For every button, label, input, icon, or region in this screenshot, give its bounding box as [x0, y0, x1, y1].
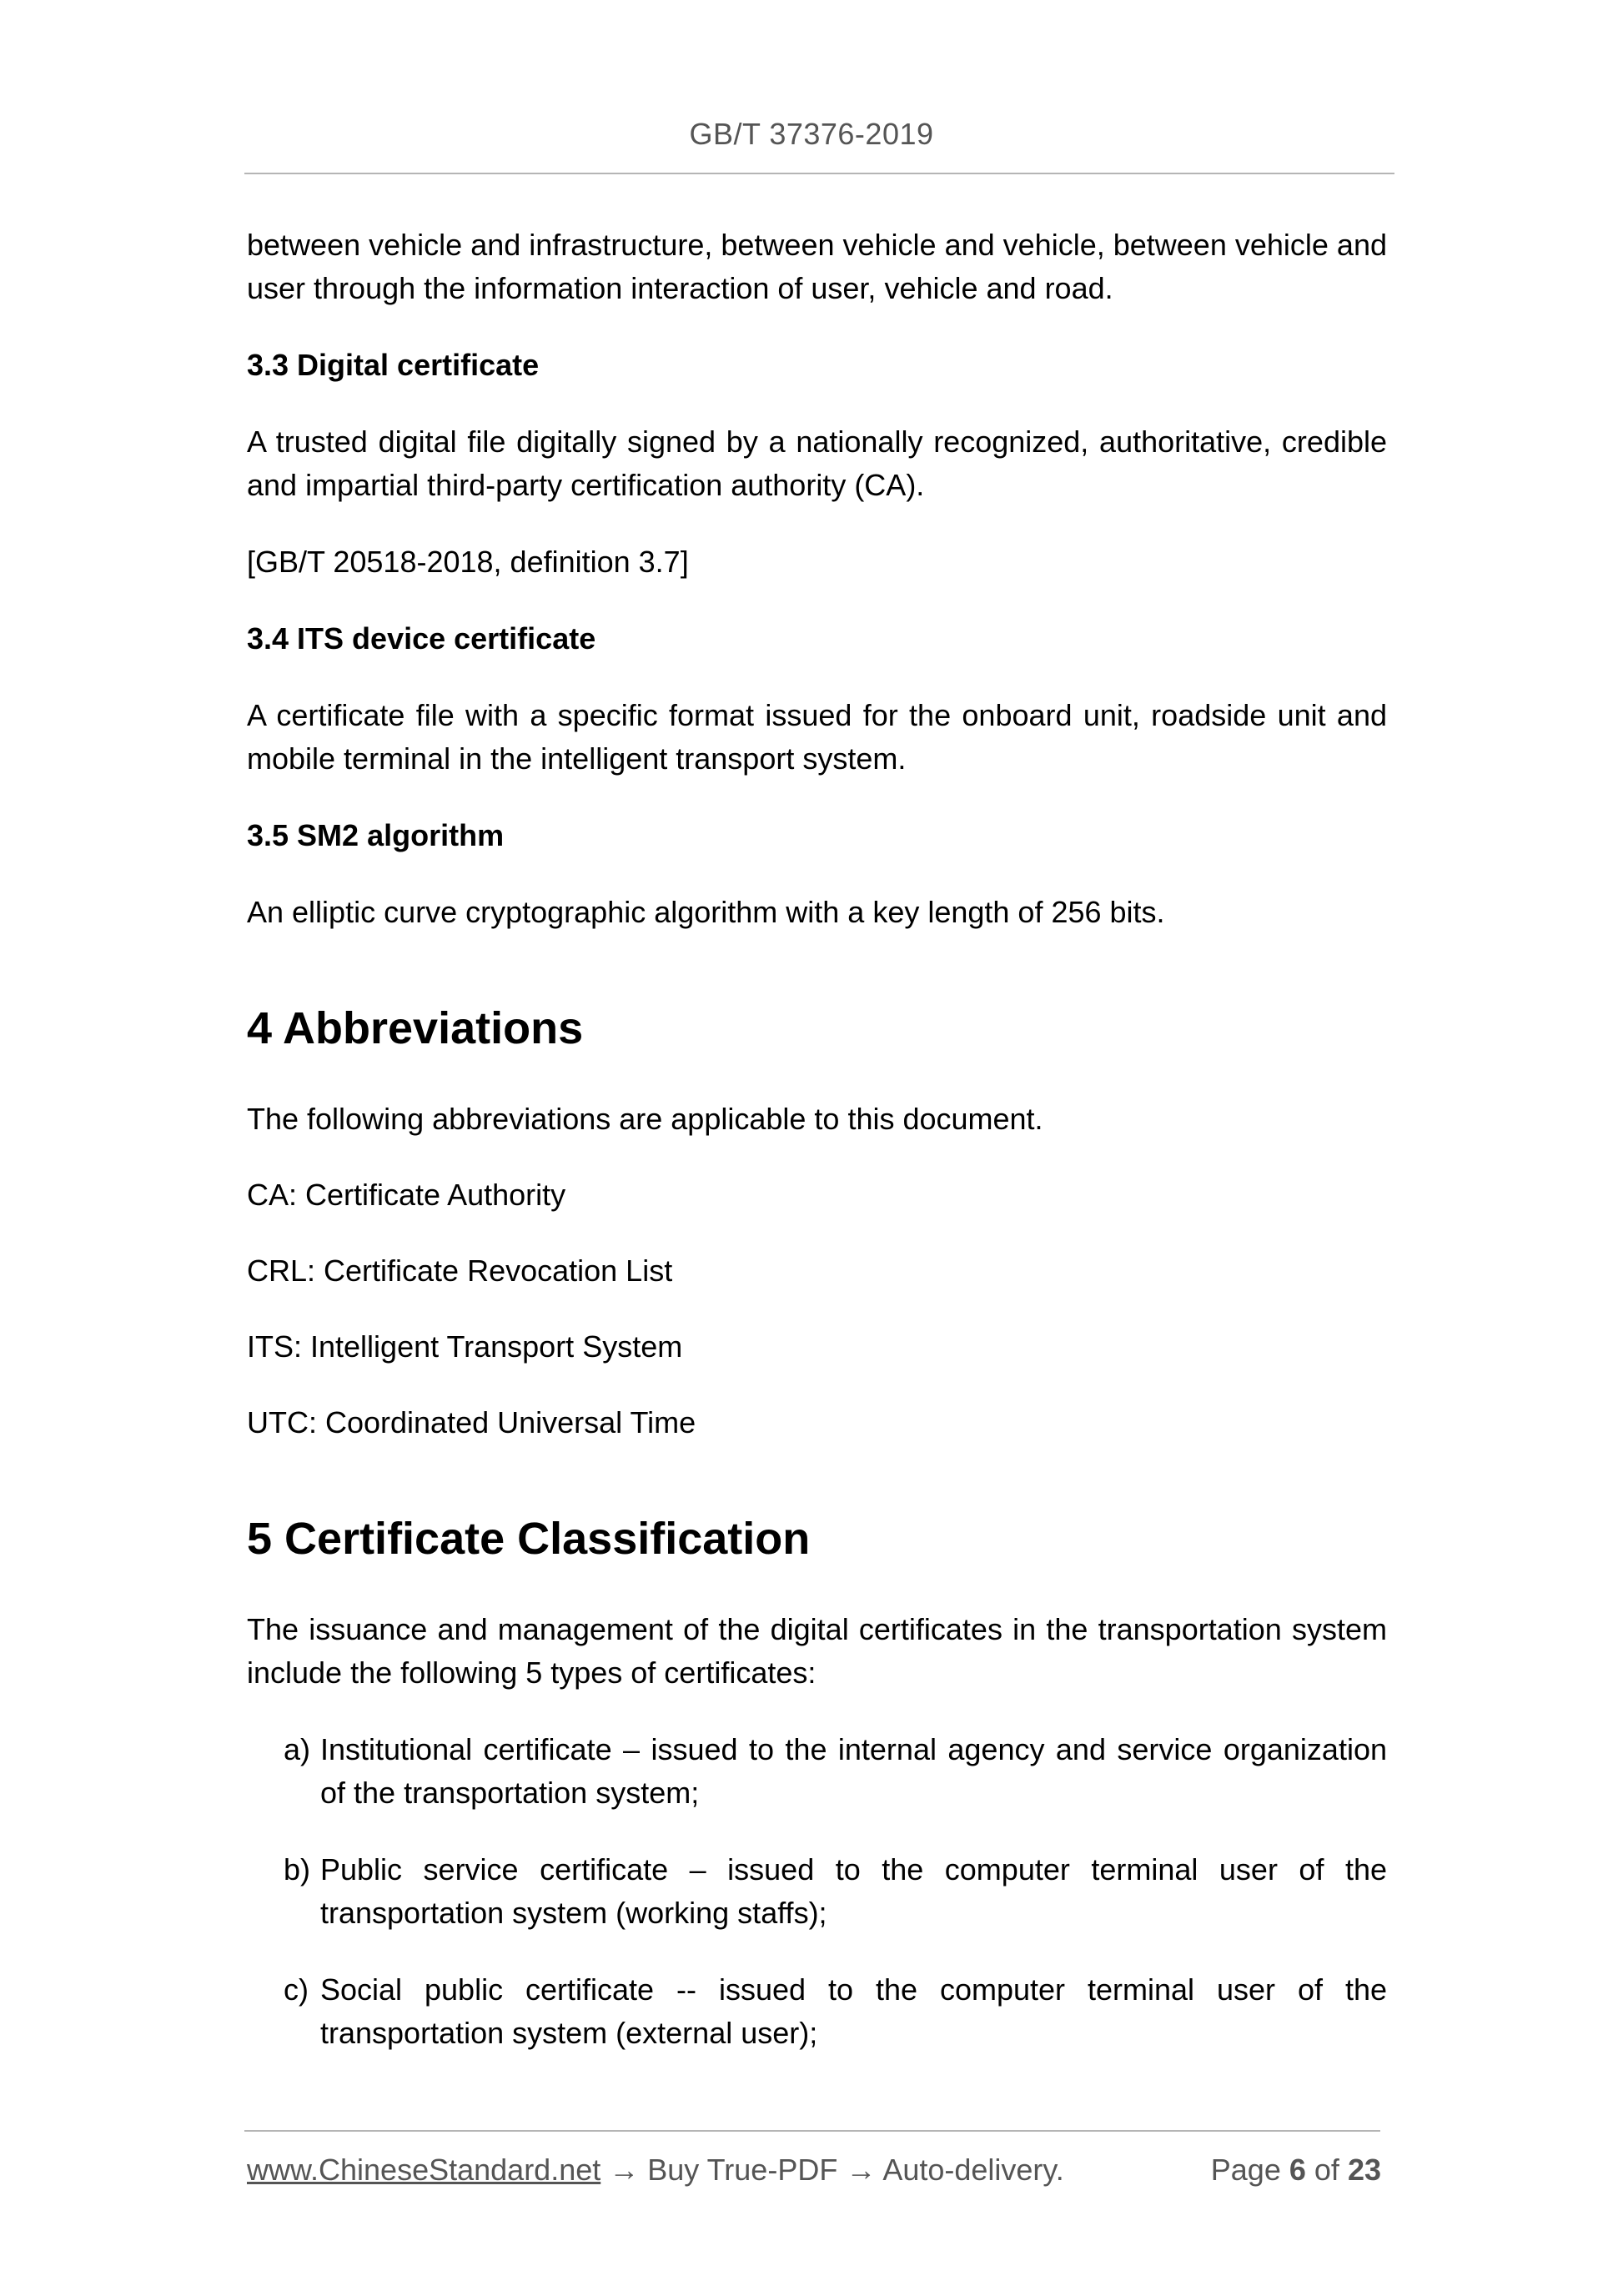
page-indicator — [1211, 2152, 1381, 2188]
section-5-intro: The issuance and management of the digital certificates in the transportation system include the following 5 types of certificates: — [247, 1612, 1387, 1690]
total-pages: 23 — [1347, 2153, 1381, 2187]
certificate-type-item — [247, 1968, 1387, 2055]
intro-paragraph: between vehicle and infrastructure, between vehicle and vehicle, between vehicle and user through the information interaction of user, vehicle and road. — [247, 228, 1387, 305]
term-3-5-heading: 3.5 SM2 algorithm — [247, 818, 505, 852]
term-3-3-heading: 3.3 Digital certificate — [247, 348, 540, 382]
list-item-text: Social public certificate -- issued to the computer terminal user of the transportation system (external user); — [320, 1972, 1387, 2050]
page-label: Page — [1210, 2153, 1281, 2187]
footer-left — [247, 2152, 1064, 2188]
footer-tagline: → Buy True-PDF → Auto-delivery. — [600, 2153, 1064, 2187]
abbreviation-item: ITS: Intelligent Transport System — [247, 1329, 683, 1364]
website-link[interactable]: www.ChineseStandard.net — [247, 2153, 601, 2187]
footer-divider — [244, 2130, 1380, 2132]
list-item-text: Public service certificate – issued to the computer terminal user of the transportation system (working staffs); — [320, 1852, 1387, 1930]
list-marker: b) — [284, 1852, 311, 1887]
abbreviation-item: CRL: Certificate Revocation List — [247, 1254, 673, 1288]
abbreviation-item: UTC: Coordinated Universal Time — [247, 1405, 696, 1439]
section-5-heading: 5 Certificate Classification — [247, 1514, 811, 1564]
abbreviation-item: CA: Certificate Authority — [247, 1178, 566, 1212]
term-3-3-source: [GB/T 20518-2018, definition 3.7] — [247, 545, 689, 579]
section-4-intro: The following abbreviations are applicable to this document. — [247, 1102, 1043, 1136]
term-3-4-heading: 3.4 ITS device certificate — [247, 621, 596, 656]
document-header-title: GB/T 37376-2019 — [689, 117, 934, 151]
list-marker: c) — [284, 1972, 309, 2007]
list-marker: a) — [284, 1732, 311, 1766]
page-number: 6 — [1289, 2153, 1306, 2187]
of-label: of — [1314, 2153, 1339, 2187]
term-3-3-definition: A trusted digital file digitally signed by a nationally recognized, authoritative, credible and impartial third-party certification authority (CA). — [247, 425, 1387, 502]
certificate-type-item — [247, 1848, 1387, 1935]
term-3-4-definition: A certificate file with a specific format issued for the onboard unit, roadside unit and mobile terminal in the intelligent transport system. — [247, 698, 1387, 776]
list-item-text: Institutional certificate – issued to the internal agency and service organization of the transportation system; — [320, 1732, 1387, 1810]
section-4-heading: 4 Abbreviations — [247, 1003, 584, 1053]
page-content — [247, 224, 1387, 2088]
header-divider — [244, 173, 1394, 174]
term-3-5-definition: An elliptic curve cryptographic algorithm with a key length of 256 bits. — [247, 895, 1165, 929]
certificate-type-item — [247, 1728, 1387, 1815]
